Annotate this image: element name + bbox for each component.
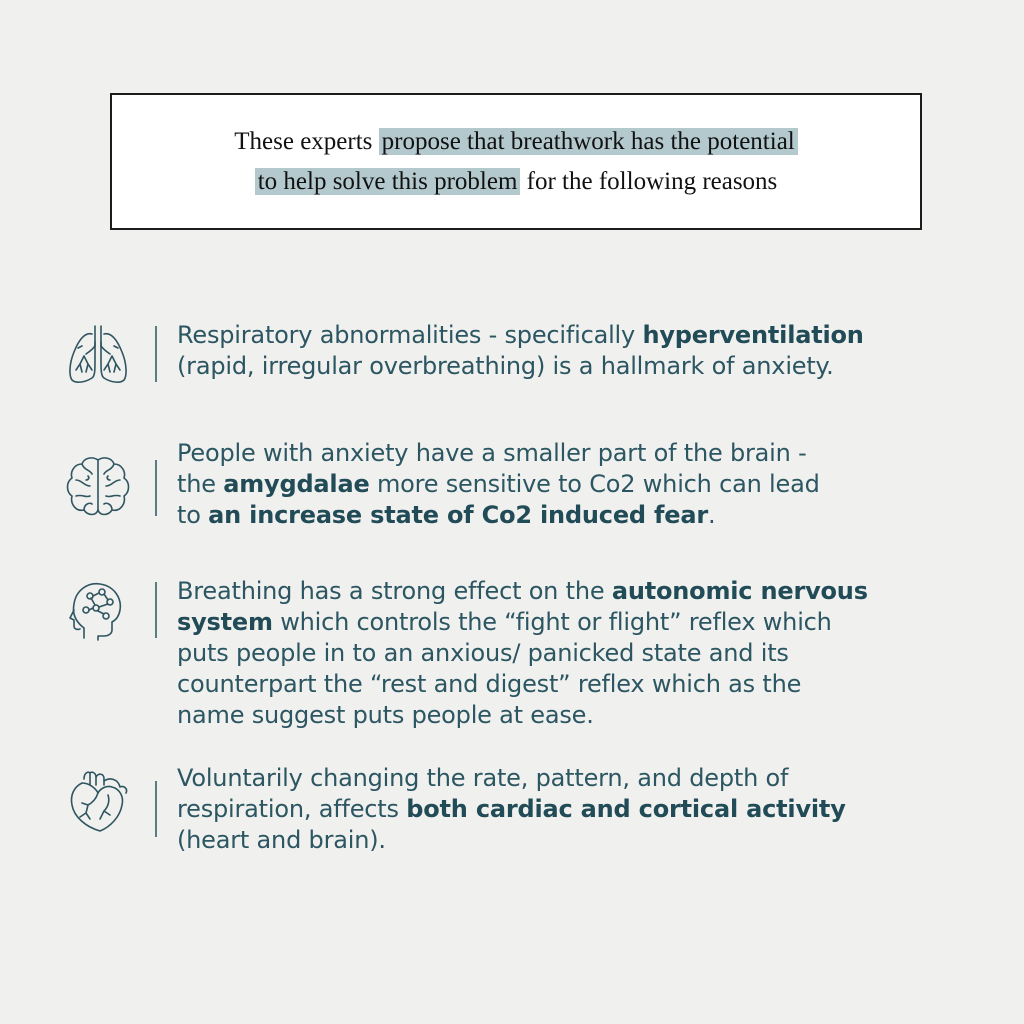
quote-box	[110, 93, 922, 230]
text-bold: hyperventilation	[642, 321, 864, 349]
text-part: the	[177, 470, 224, 498]
divider	[155, 781, 157, 837]
quote-plain-2: for the following reasons	[520, 167, 778, 195]
brain-icon	[62, 450, 134, 522]
head-network-icon	[62, 576, 134, 648]
reason-text-2	[177, 438, 977, 531]
text-part: counterpart the “rest and digest” reflex which as the	[177, 670, 802, 698]
text-line	[177, 438, 977, 469]
text-part: (heart and brain).	[177, 826, 386, 854]
text-line	[177, 500, 977, 531]
text-bold: both cardiac and cortical activity	[406, 795, 846, 823]
divider	[155, 582, 157, 638]
text-line	[177, 638, 977, 669]
quote-highlight-2: to help solve this problem	[255, 168, 521, 195]
reason-text-1	[177, 320, 977, 382]
text-part: to	[177, 501, 209, 529]
text-line	[177, 320, 977, 351]
lungs-icon	[62, 320, 134, 392]
text-line	[177, 351, 977, 382]
heart-icon	[62, 765, 134, 837]
text-part: puts people in to an anxious/ panicked state and its	[177, 639, 789, 667]
text-part: (rapid, irregular overbreathing) is a hallmark of anxiety.	[177, 352, 834, 380]
text-bold: amygdalae	[223, 470, 370, 498]
text-bold: system	[177, 608, 273, 636]
text-line	[177, 825, 977, 856]
reason-text-3	[177, 576, 977, 731]
divider	[155, 326, 157, 382]
text-part: name suggest puts people at ease.	[177, 701, 594, 729]
quote-plain-1: These experts	[234, 127, 379, 155]
text-line	[177, 763, 977, 794]
reason-text-4	[177, 763, 977, 856]
text-part: People with anxiety have a smaller part of the brain -	[177, 439, 807, 467]
text-part: Voluntarily changing the rate, pattern, and depth of	[177, 764, 789, 792]
text-part: Respiratory abnormalities - specifically	[177, 321, 643, 349]
text-line	[177, 794, 977, 825]
text-line	[177, 669, 977, 700]
text-bold: autonomic nervous	[611, 577, 868, 605]
text-part: .	[708, 501, 716, 529]
text-part: which controls the “fight or flight” reflex which	[272, 608, 832, 636]
quote-line-1	[234, 122, 797, 162]
text-line	[177, 607, 977, 638]
text-part: Breathing has a strong effect on the	[177, 577, 612, 605]
quote-highlight-1: propose that breathwork has the potential	[379, 128, 798, 155]
text-line	[177, 700, 977, 731]
text-part: more sensitive to Co2 which can lead	[369, 470, 820, 498]
text-part: respiration, affects	[177, 795, 407, 823]
text-line	[177, 576, 977, 607]
divider	[155, 460, 157, 516]
text-bold: an increase state of Co2 induced fear	[208, 501, 708, 529]
text-line	[177, 469, 977, 500]
quote-line-2	[255, 162, 778, 202]
